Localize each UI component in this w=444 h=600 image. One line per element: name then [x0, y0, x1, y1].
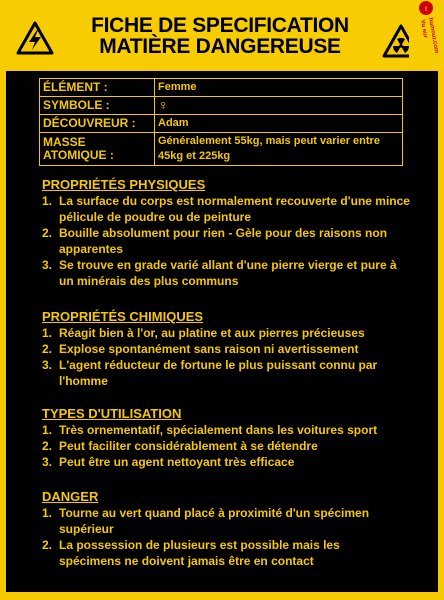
- table-row: [40, 79, 403, 97]
- section-physical: [42, 177, 412, 289]
- item-text: Peut être un agent nettoyant très efficace: [59, 455, 295, 469]
- table-row: [40, 133, 403, 166]
- info-table: [39, 78, 403, 166]
- item-text: Tourne au vert quand placé à proximité d'un spécimen supérieur: [59, 506, 370, 536]
- sheet-title-line-2: MATIÈRE DANGEREUSE: [99, 35, 341, 58]
- item-text: L'agent réducteur de fortune le plus puissant connu par l'homme: [59, 358, 378, 388]
- list-item: 3. L'agent réducteur de fortune le plus puissant connu par l'homme: [42, 358, 378, 388]
- info-value: Femme: [155, 79, 403, 97]
- list-item: 1. Réagit bien à l'or, au platine et aux pierres précieuses: [42, 326, 365, 340]
- item-text: Se trouve en grade varié allant d'une pierre vierge et pure à un minérais des plus communs: [59, 258, 397, 288]
- item-text: La possession de plusieurs est possible mais les spécimens ne doivent jamais être en contact: [59, 538, 340, 568]
- info-value: Adam: [155, 115, 403, 133]
- list-item: 1. La surface du corps est normalement recouverte d'une mince pélicule de poudre ou de peinture: [42, 194, 410, 224]
- sheet-header: [0, 0, 444, 70]
- list-item: 1. Tourne au vert quand placé à proximité d'un spécimen supérieur: [42, 506, 370, 536]
- info-value: Généralement 55kg, mais peut varier entre 45kg et 225kg: [155, 133, 403, 166]
- section-title: DANGER: [42, 489, 99, 504]
- electric-hazard-icon: [16, 21, 54, 55]
- section-title: TYPES D'UTILISATION: [42, 406, 182, 421]
- svg-text:Vu sur: Vu sur: [419, 19, 429, 39]
- list-item: 2. Explose spontanément sans raison ni avertissement: [42, 342, 359, 356]
- item-text: Bouille absolument pour rien - Gèle pour des raisons non apparentes: [59, 226, 388, 256]
- bottom-border: [6, 592, 438, 600]
- list-item: 2. La possession de plusieurs est possible mais les spécimens ne doivent jamais être en contact: [42, 538, 340, 568]
- section-title: PROPRIÉTÉS PHYSIQUES: [42, 177, 206, 192]
- female-symbol-icon: ♀: [155, 97, 403, 115]
- watermark-logo: [409, 0, 443, 66]
- info-key: ÉLÉMENT :: [40, 79, 155, 97]
- list-item: 3. Se trouve en grade varié allant d'une pierre vierge et pure à un minérais des plus communs: [42, 258, 397, 288]
- item-text: Peut faciliter considérablement à se détendre: [59, 439, 318, 453]
- list-item: 2. Peut faciliter considérablement à se détendre: [42, 439, 318, 453]
- table-row: [40, 115, 403, 133]
- table-row: [40, 97, 403, 115]
- list-item: 3. Peut être un agent nettoyant très efficace: [42, 455, 295, 469]
- item-text: Explose spontanément sans raison ni avertissement: [59, 342, 359, 356]
- section-chemical: [42, 309, 412, 389]
- section-danger: [42, 489, 402, 569]
- item-text: Réagit bien à l'or, au platine et aux pierres précieuses: [59, 326, 365, 340]
- item-text: La surface du corps est normalement recouverte d'une mince pélicule de poudre ou de peinture: [59, 194, 410, 224]
- svg-text:humour.com: humour.com: [427, 17, 440, 54]
- section-uses: [42, 406, 422, 470]
- sheet-body: [6, 71, 438, 592]
- info-key: SYMBOLE :: [40, 97, 155, 115]
- info-key: MASSE ATOMIQUE :: [40, 133, 155, 166]
- item-text: Très ornementatif, spécialement dans les voitures sport: [59, 423, 378, 437]
- list-item: 2. Bouille absolument pour rien - Gèle pour des raisons non apparentes: [42, 226, 388, 256]
- info-key: DÉCOUVREUR :: [40, 115, 155, 133]
- svg-text:!: !: [425, 7, 427, 13]
- sheet-title-line-1: FICHE DE SPECIFICATION: [91, 14, 349, 37]
- section-title: PROPRIÉTÉS CHIMIQUES: [42, 309, 204, 324]
- list-item: 1. Très ornementatif, spécialement dans les voitures sport: [42, 423, 378, 437]
